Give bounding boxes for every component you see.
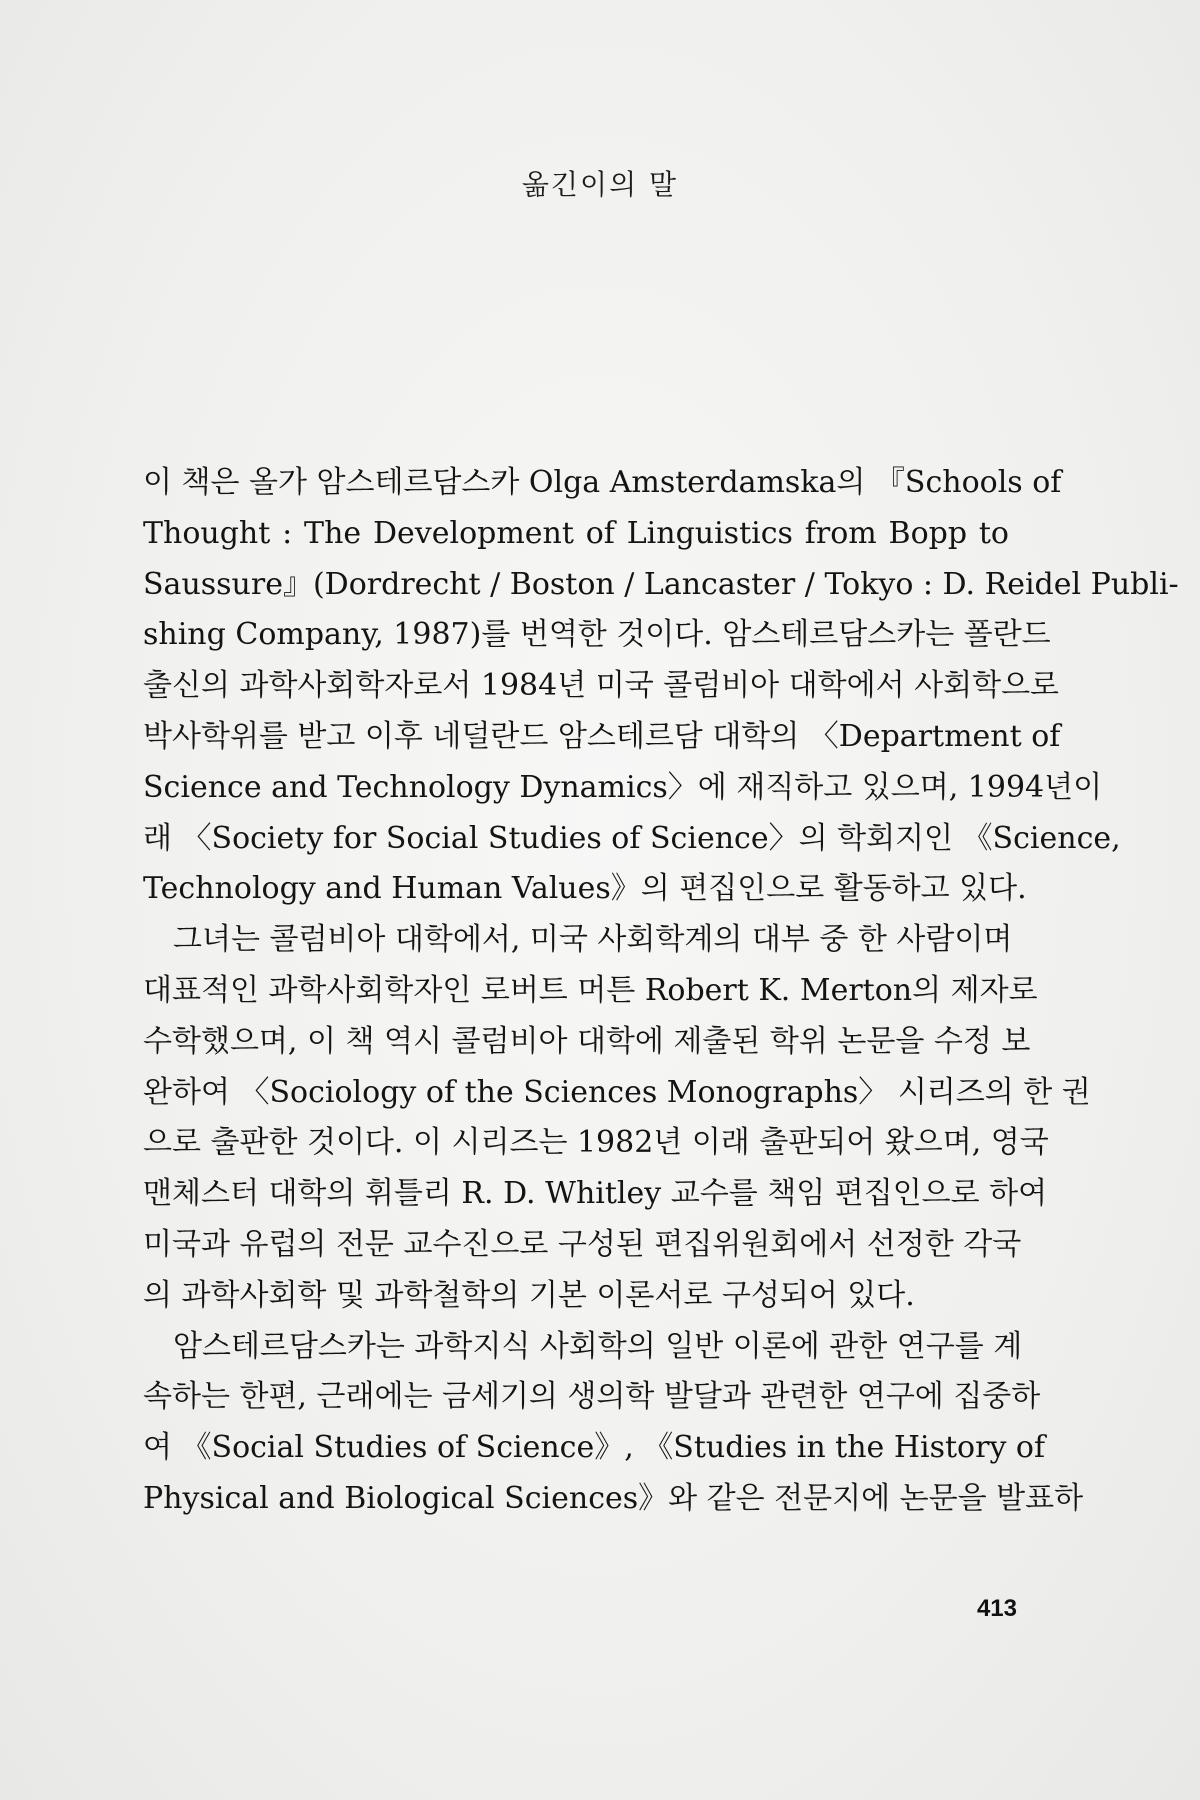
text-line: 완하여 〈Sociology of the Sciences Monographs〉 시리즈의 한 권 (143, 1074, 1091, 1110)
text-line: Physical and Biological Sciences》와 같은 전문지에 논문을 발표하 (143, 1480, 1084, 1516)
text-line: 의 과학사회학 및 과학철학의 기본 이론서로 구성되어 있다. (143, 1277, 915, 1313)
text-line: 속하는 한편, 근래에는 금세기의 생의학 발달과 관련한 연구에 집중하 (143, 1379, 1041, 1415)
text-line: 출신의 과학사회학자로서 1984년 미국 콜럼비아 대학에서 사회학으로 (143, 668, 1060, 704)
chapter-title: 옮긴이의 말 (521, 168, 679, 201)
text-line: Saussure』(Dordrecht / Boston / Lancaster / Tokyo : D. Reidel Publi- (143, 566, 1179, 602)
text-line: Science and Technology Dynamics〉에 재직하고 있으며, 1994년이 (143, 769, 1103, 805)
text-line: 래 〈Society for Social Studies of Science〉의 학회지인 《Science, (143, 820, 1121, 856)
text-line: 그녀는 콜럼비아 대학에서, 미국 사회학계의 대부 중 한 사람이며 (173, 922, 1013, 958)
text-line: 여 《Social Studies of Science》, 《Studies in the History of (143, 1430, 1046, 1466)
text-line: 대표적인 과학사회학자인 로버트 머튼 Robert K. Merton의 제자로 (143, 972, 1038, 1008)
text-line: 맨체스터 대학의 휘틀리 R. D. Whitley 교수를 책임 편집인으로 하여 (143, 1176, 1048, 1212)
text-line: 으로 출판한 것이다. 이 시리즈는 1982년 이래 출판되어 왔으며, 영국 (143, 1125, 1049, 1161)
text-line: 이 책은 올가 암스테르담스카 Olga Amsterdamska의 『Schools of (143, 465, 1062, 500)
text-line: 미국과 유럽의 전문 교수진으로 구성된 편집위원회에서 선정한 각국 (143, 1226, 1022, 1262)
text-line: Technology and Human Values》의 편집인으로 활동하고 있다. (143, 871, 1027, 907)
text-line: 박사학위를 받고 이후 네덜란드 암스테르담 대학의 〈Department of (143, 718, 1061, 754)
body-text (143, 458, 1179, 1525)
text-line: shing Company, 1987)를 번역한 것이다. 암스테르담스카는 폴란드 (143, 617, 1051, 653)
text-line: 암스테르담스카는 과학지식 사회학의 일반 이론에 관한 연구를 계 (173, 1328, 1023, 1364)
page-number: 413 (976, 1595, 1017, 1622)
text-line: 수학했으며, 이 책 역시 콜럼비아 대학에 제출된 학위 논문을 수정 보 (143, 1023, 1031, 1059)
text-line: Thought : The Development of Linguistics from Bopp to (143, 515, 1009, 551)
